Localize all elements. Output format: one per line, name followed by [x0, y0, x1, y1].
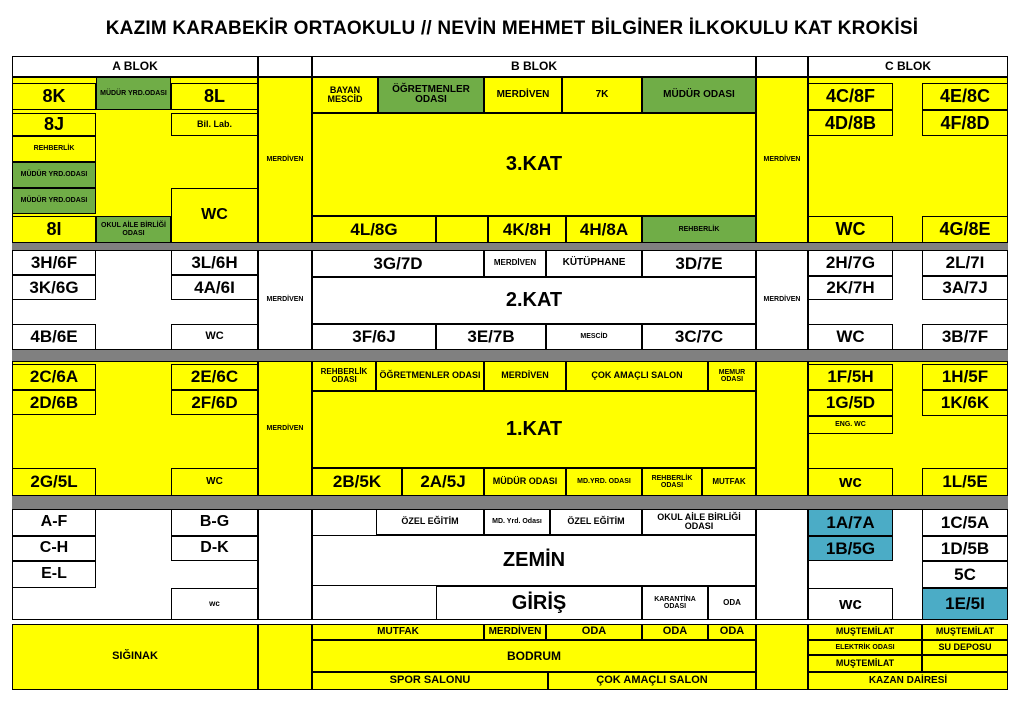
room-empty-c-b — [922, 655, 1008, 672]
room-rehberlik-b3: REHBERLİK — [642, 216, 756, 243]
room-1l5e: 1L/5E — [922, 468, 1008, 496]
room-4a6i: 4A/6I — [171, 275, 258, 300]
floor-separator-1 — [12, 243, 1008, 250]
room-7k: 7K — [562, 77, 642, 113]
room-kazan-dairesi: KAZAN DAİRESİ — [808, 672, 1008, 690]
room-2e6c: 2E/6C — [171, 364, 258, 390]
room-mutfak-1: MUTFAK — [702, 468, 756, 496]
room-ogretmenler-3: ÖĞRETMENLER ODASI — [378, 77, 484, 113]
room-8l: 8L — [171, 83, 258, 110]
room-mudur-1: MÜDÜR ODASI — [484, 468, 566, 496]
room-3c7c: 3C/7C — [642, 324, 756, 350]
room-mudur-yrd-top: MÜDÜR YRD.ODASI — [96, 77, 171, 110]
room-elektrik: ELEKTRİK ODASI — [808, 640, 922, 655]
room-2l7i: 2L/7I — [922, 250, 1008, 276]
room-okul-aile-a3: OKUL AİLE BİRLİĞİ ODASI — [96, 216, 171, 243]
floor-label-zemin: ZEMİN — [312, 535, 756, 586]
room-1a7a: 1A/7A — [808, 509, 893, 536]
room-a-f: A-F — [12, 509, 96, 536]
room-empty-b3 — [436, 216, 488, 243]
room-4k8h: 4K/8H — [488, 216, 566, 243]
room-mustemilat-2: MUŞTEMİLAT — [922, 624, 1008, 640]
room-ozel-egitim-1: ÖZEL EĞİTİM — [376, 509, 484, 535]
header-spacer-ab — [258, 56, 312, 77]
room-ozel-egitim-2: ÖZEL EĞİTİM — [550, 509, 642, 535]
room-eng-wc: ENG. WC — [808, 416, 893, 434]
room-rehberlik-b1: REHBERLİK ODASI — [312, 361, 376, 391]
room-3g7d: 3G/7D — [312, 250, 484, 277]
header-spacer-bc — [756, 56, 808, 77]
room-wc-c0: wc — [808, 588, 893, 620]
room-spor-salonu: SPOR SALONU — [312, 672, 548, 690]
floor-label-3: 3.KAT — [312, 113, 756, 216]
a-blok-header: A BLOK — [12, 56, 258, 77]
room-cok-amacli-1: ÇOK AMAÇLI SALON — [566, 361, 708, 391]
room-8k: 8K — [12, 83, 96, 110]
room-wc-c2: WC — [808, 324, 893, 350]
room-4h8a: 4H/8A — [566, 216, 642, 243]
room-1k6k: 1K/6K — [922, 390, 1008, 416]
stairs-ab-2: MERDİVEN — [258, 250, 312, 350]
room-bayan-mescid: BAYAN MESCİD — [312, 77, 378, 113]
floor-separator-3 — [12, 496, 1008, 509]
room-4b6e: 4B/6E — [12, 324, 96, 350]
room-2h7g: 2H/7G — [808, 250, 893, 276]
room-b-g: B-G — [171, 509, 258, 536]
room-wc-c1: wc — [808, 468, 893, 496]
room-3f6j: 3F/6J — [312, 324, 436, 350]
room-1g5d: 1G/5D — [808, 390, 893, 416]
room-1c5a: 1C/5A — [922, 509, 1008, 536]
room-4g8e: 4G/8E — [922, 216, 1008, 243]
floor-label-1: 1.KAT — [312, 391, 756, 468]
room-c-h: C-H — [12, 536, 96, 561]
room-wc-a0: wc — [171, 588, 258, 620]
room-mustemilat-3: MUŞTEMİLAT — [808, 655, 922, 672]
room-wc-a2: WC — [171, 324, 258, 350]
room-ogretmenler-1: ÖĞRETMENLER ODASI — [376, 361, 484, 391]
room-rehberlik-b1b: REHBERLİK ODASI — [642, 468, 702, 496]
floor-label-2: 2.KAT — [312, 277, 756, 324]
room-2b5k: 2B/5K — [312, 468, 402, 496]
room-3e7b: 3E/7B — [436, 324, 546, 350]
floor-separator-2 — [12, 350, 1008, 361]
room-1h5f: 1H/5F — [922, 364, 1008, 390]
room-3d7e: 3D/7E — [642, 250, 756, 277]
stairs-bc-1 — [756, 361, 808, 496]
room-bil-lab: Bil. Lab. — [171, 113, 258, 136]
room-okul-aile-0: OKUL AİLE BİRLİĞİ ODASI — [642, 509, 756, 535]
room-wc-a3: WC — [171, 188, 258, 243]
room-3a7j: 3A/7J — [922, 276, 1008, 300]
stairs-bc-b — [756, 624, 808, 690]
room-4e8c: 4E/8C — [922, 83, 1008, 110]
stairs-bc-3: MERDİVEN — [756, 77, 808, 243]
room-mutfak-b: MUTFAK — [312, 624, 484, 640]
room-mudur-3: MÜDÜR ODASI — [642, 77, 756, 113]
room-4l8g: 4L/8G — [312, 216, 436, 243]
entrance-giris: GİRİŞ — [436, 586, 642, 620]
room-1f5h: 1F/5H — [808, 364, 893, 390]
room-mudur-yrd-2: MÜDÜR YRD.ODASI — [12, 188, 96, 214]
room-mudur-yrd-1: MÜDÜR YRD.ODASI — [12, 162, 96, 188]
room-4d8b: 4D/8B — [808, 110, 893, 136]
room-2k7h: 2K/7H — [808, 276, 893, 300]
room-wc-a1: WC — [171, 468, 258, 496]
room-2f6d: 2F/6D — [171, 390, 258, 415]
room-1e5i: 1E/5I — [922, 588, 1008, 620]
room-e-l: E-L — [12, 561, 96, 588]
room-karantina: KARANTİNA ODASI — [642, 586, 708, 620]
room-siginak: SIĞINAK — [12, 624, 258, 690]
room-3l6h: 3L/6H — [171, 250, 258, 275]
room-oda-b2: ODA — [642, 624, 708, 640]
room-8i: 8I — [12, 216, 96, 243]
stairs-ab-3: MERDİVEN — [258, 77, 312, 243]
room-memur: MEMUR ODASI — [708, 361, 756, 391]
room-su-deposu: SU DEPOSU — [922, 640, 1008, 655]
room-bodrum: BODRUM — [312, 640, 756, 672]
room-md-yrd-1: MD.YRD. ODASI — [566, 468, 642, 496]
room-4f8d: 4F/8D — [922, 110, 1008, 136]
room-wc-c3: WC — [808, 216, 893, 243]
room-md-yrd-0: MD. Yrd. Odası — [484, 509, 550, 535]
stairs-bc-2: MERDİVEN — [756, 250, 808, 350]
stairs-b-2: MERDİVEN — [484, 250, 546, 277]
room-3h6f: 3H/6F — [12, 250, 96, 275]
room-1d5b: 1D/5B — [922, 536, 1008, 561]
stairs-ab-0 — [258, 509, 312, 620]
page-title: KAZIM KARABEKİR ORTAOKULU // NEVİN MEHMET BİLGİNER İLKOKULU KAT KROKİSİ — [105, 18, 919, 39]
room-3k6g: 3K/6G — [12, 275, 96, 300]
stairs-ab-1: MERDİVEN — [258, 361, 312, 496]
room-kutuphane: KÜTÜPHANE — [546, 250, 642, 277]
room-oda-0: ODA — [708, 586, 756, 620]
stairs-b-3: MERDİVEN — [484, 77, 562, 113]
room-2d6b: 2D/6B — [12, 390, 96, 415]
stairs-ab-b — [258, 624, 312, 690]
room-2g5l: 2G/5L — [12, 468, 96, 496]
room-oda-b1: ODA — [546, 624, 642, 640]
b-blok-header: B BLOK — [312, 56, 756, 77]
room-cok-amacli-b: ÇOK AMAÇLI SALON — [548, 672, 756, 690]
stairs-b-b: MERDİVEN — [484, 624, 546, 640]
room-d-k: D-K — [171, 536, 258, 561]
c-blok-header: C BLOK — [808, 56, 1008, 77]
room-mescid-2: MESCİD — [546, 324, 642, 350]
room-4c8f: 4C/8F — [808, 83, 893, 110]
room-8j: 8J — [12, 113, 96, 136]
room-oda-b3: ODA — [708, 624, 756, 640]
stairs-bc-0 — [756, 509, 808, 620]
room-1b5g: 1B/5G — [808, 536, 893, 561]
room-mustemilat-1: MUŞTEMİLAT — [808, 624, 922, 640]
room-3b7f: 3B/7F — [922, 324, 1008, 350]
stairs-b-1: MERDİVEN — [484, 361, 566, 391]
room-5c: 5C — [922, 561, 1008, 588]
room-2c6a: 2C/6A — [12, 364, 96, 390]
room-rehberlik-a3: REHBERLİK — [12, 136, 96, 162]
room-2a5j: 2A/5J — [402, 468, 484, 496]
